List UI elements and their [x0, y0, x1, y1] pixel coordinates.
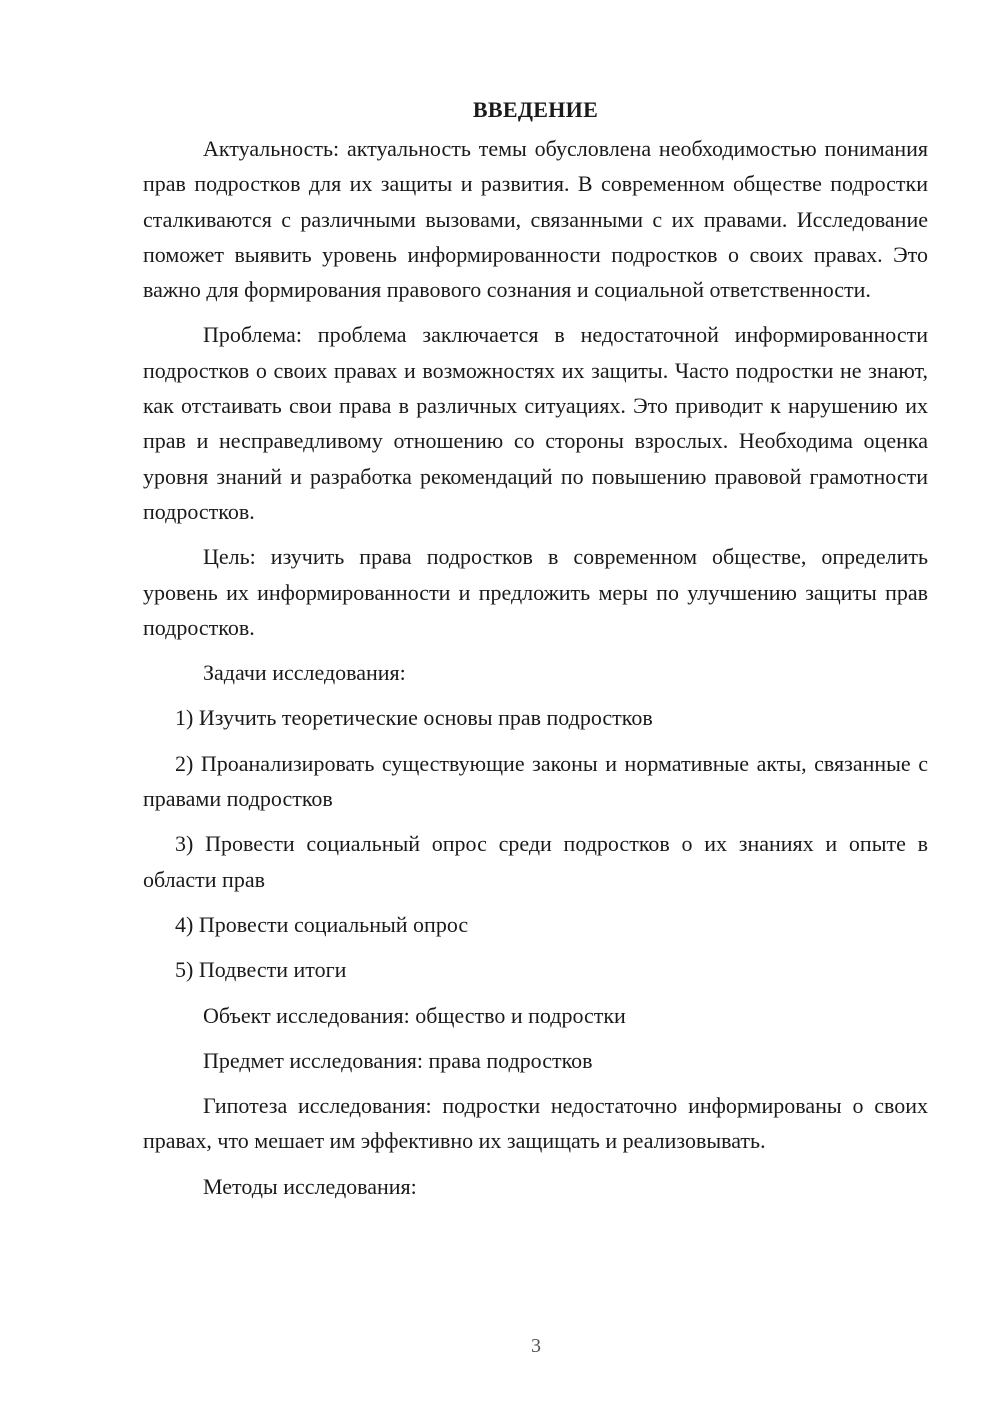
goal-paragraph: Цель: изучить права подростков в современном обществе, определить уровень их информированности и предложить меры по улучшению защиты прав подростков. [143, 544, 928, 640]
page-number: 3 [531, 1335, 541, 1357]
hypothesis-paragraph: Гипотеза исследования: подростки недостаточно информированы о своих правах, что мешает им эффективно их защищать и реализовывать. [143, 1093, 928, 1154]
task-item-5: 5) Подвести итоги [175, 957, 347, 983]
relevance-paragraph: Актуальность: актуальность темы обусловлена необходимостью понимания прав подростков для их защиты и развития. В современном обществе подростки сталкиваются с различными вызовами, связанными с их правами. Исследование поможет выявить уровень информированности подростков о своих правах. Это важно для формирования правового сознания и социальной ответственности. [143, 136, 928, 303]
page-content [143, 92, 928, 1214]
object-paragraph: Объект исследования: общество и подростки [203, 1002, 626, 1028]
task-item-4: 4) Провести социальный опрос [175, 911, 469, 937]
task-item-3: 3) Провести социальный опрос среди подростков о их знаниях и опыте в области прав [143, 831, 928, 892]
task-item-1: 1) Изучить теоретические основы прав подростков [175, 705, 653, 731]
methods-title: Методы исследования: [203, 1173, 417, 1199]
section-heading: ВВЕДЕНИЕ [472, 97, 599, 122]
task-item-2: 2) Проанализировать существующие законы и нормативные акты, связанные с правами подростков [143, 750, 928, 812]
problem-paragraph: Проблема: проблема заключается в недостаточной информированности подростков о своих правах и возможностях их защиты. Часто подростки не знают, как отстаивать свои права в различных ситуациях. Это приводит к нарушению их прав и несправедливому отношению со стороны взрослых. Необходима оценка уровня знаний и разработка рекомендаций по повышению правовой грамотности подростков. [143, 322, 928, 524]
tasks-title: Задачи исследования: [203, 660, 406, 686]
subject-paragraph: Предмет исследования: права подростков [203, 1047, 593, 1073]
